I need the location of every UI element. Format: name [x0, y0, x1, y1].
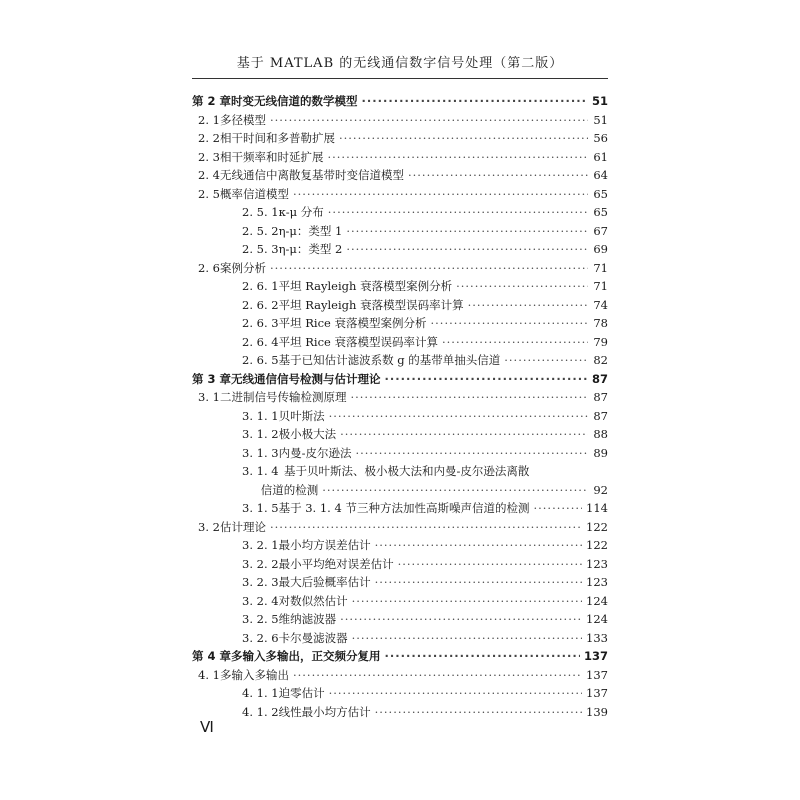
toc-entry-number: 2. 6. 4 — [242, 334, 279, 349]
toc-entry-title: 无线通信信号检测与估计理论 — [231, 371, 381, 386]
toc-entry-title: κ-μ 分布 — [278, 205, 324, 219]
toc-entry-number: 2. 5. 1 — [242, 205, 279, 219]
toc-entry-page: 114 — [586, 501, 608, 515]
toc-entry-number: 3. 1. 4 — [242, 464, 279, 478]
toc-entry-title: 时变无线信道的数学模型 — [231, 94, 358, 108]
toc-entry-title: 无线通信中离散复基带时变信道模型 — [219, 168, 404, 182]
toc-entry-title: 基于已知估计滤波系数 g 的基带单抽头信道 — [278, 353, 501, 367]
toc-entry-page: 56 — [593, 131, 608, 145]
toc-entry-page: 82 — [593, 353, 608, 367]
toc-entry-number: 第 4 章 — [192, 649, 232, 663]
toc-entry-number: 3. 2. 2 — [242, 556, 279, 571]
toc-entry-title: 二进制信号传输检测原理 — [219, 390, 347, 404]
toc-chapter-entry — [192, 93, 608, 112]
toc-subsection-entry — [192, 204, 608, 223]
dot-leader — [293, 187, 588, 201]
toc-entry-title: 平坦 Rice 衰落模型案例分析 — [278, 316, 427, 330]
toc-entry-page: 79 — [593, 334, 608, 349]
toc-subsection-entry — [192, 334, 608, 353]
header-rule — [192, 78, 608, 79]
toc-entry-title: 信道的检测 — [260, 482, 319, 497]
toc-entry-title: η-μ：类型 1 — [278, 223, 343, 238]
toc-entry-page: 122 — [586, 519, 608, 534]
dot-leader — [270, 261, 588, 275]
toc-subsection-entry — [192, 482, 608, 501]
dot-leader — [293, 668, 582, 682]
toc-entry-number: 3. 2. 6 — [242, 630, 279, 645]
toc-subsection-entry — [192, 574, 608, 593]
toc-entry-number: 4. 1. 2 — [242, 704, 279, 719]
toc-entry-number: 3. 1. 5 — [242, 501, 279, 515]
toc-subsection-entry — [192, 352, 608, 371]
dot-leader — [350, 390, 588, 404]
toc-entry-title: 概率信道模型 — [219, 186, 289, 201]
toc-entry-page: 65 — [593, 186, 608, 201]
toc-entry-title: 贝叶斯法 — [278, 408, 325, 423]
toc-entry-page: 51 — [591, 94, 608, 108]
toc-entry-number: 3. 2. 3 — [242, 575, 279, 589]
toc-subsection-entry — [192, 704, 608, 723]
toc-section-entry — [192, 260, 608, 279]
dot-leader — [375, 575, 582, 589]
dot-leader — [533, 501, 582, 515]
toc-entry-title: 最大后验概率估计 — [278, 575, 371, 589]
toc-entry-number: 2. 4 — [198, 168, 220, 182]
toc-entry-title: 维纳滤波器 — [278, 612, 337, 626]
toc-subsection-entry — [192, 241, 608, 260]
dot-leader — [398, 557, 582, 571]
toc-entry-page: 64 — [593, 168, 608, 182]
toc-entry-page: 88 — [593, 427, 608, 441]
toc-subsection-entry — [192, 611, 608, 630]
toc-entry-number: 2. 6. 1 — [242, 279, 279, 293]
toc-entry-title: 对数似然估计 — [278, 593, 348, 608]
dot-leader — [270, 520, 582, 534]
toc-entry-title: 估计理论 — [219, 519, 266, 534]
toc-entry-page: 123 — [586, 556, 608, 571]
toc-entry-page: 71 — [593, 279, 608, 293]
toc-entry-number: 2. 6. 3 — [242, 316, 279, 330]
toc-subsection-entry — [192, 593, 608, 612]
dot-leader — [375, 538, 582, 552]
dot-leader — [346, 242, 588, 256]
dot-leader — [504, 353, 588, 367]
dot-leader — [327, 150, 588, 164]
dot-leader — [339, 131, 588, 145]
toc-entry-title: 多输入多输出 — [219, 667, 289, 682]
dot-leader — [270, 113, 588, 127]
toc-entry-page: 87 — [591, 371, 608, 386]
toc-entry-title: 平坦 Rayleigh 衰落模型案例分析 — [278, 279, 453, 293]
toc-subsection-entry — [192, 426, 608, 445]
toc-subsection-entry — [192, 223, 608, 242]
dot-leader — [328, 205, 588, 219]
toc-chapter-entry — [192, 371, 608, 390]
toc-entry-page: 133 — [586, 630, 608, 645]
toc-entry-title: 平坦 Rayleigh 衰落模型误码率计算 — [278, 297, 464, 312]
toc-entry-number: 4. 1. 1 — [242, 686, 279, 700]
toc-entry-page: 51 — [593, 112, 608, 127]
toc-entry-title: 卡尔曼滤波器 — [278, 630, 348, 645]
toc-entry-number: 3. 2. 5 — [242, 612, 279, 626]
toc-entry-title: 迫零估计 — [278, 686, 325, 700]
toc-entry-title: 基于贝叶斯法、极小极大法和内曼-皮尔逊法离散 — [284, 464, 530, 478]
toc-entry-number: 3. 1. 3 — [242, 445, 279, 460]
dot-leader — [430, 316, 588, 330]
toc-section-entry — [192, 519, 608, 538]
toc-entry-number: 3. 2. 4 — [242, 593, 279, 608]
toc-subsection-entry — [192, 630, 608, 649]
toc-entry-number: 第 3 章 — [192, 371, 232, 386]
toc-entry-page: 137 — [586, 686, 608, 700]
toc-entry-page: 65 — [593, 205, 608, 219]
toc-entry-number: 3. 1 — [198, 390, 220, 404]
toc-entry-page: 92 — [593, 482, 608, 497]
toc-section-entry — [192, 667, 608, 686]
toc-entry-title: 内曼-皮尔逊法 — [278, 445, 352, 460]
dot-leader — [408, 168, 588, 182]
toc-entry-page: 87 — [593, 408, 608, 423]
page-folio: Ⅵ — [200, 720, 214, 736]
toc-subsection-entry — [192, 556, 608, 575]
toc-entry-number: 2. 5 — [198, 186, 220, 201]
toc-entry-number: 2. 6 — [198, 260, 220, 275]
toc-section-entry — [192, 186, 608, 205]
toc-entry-title: 平坦 Rice 衰落模型误码率计算 — [278, 334, 438, 349]
toc-entry-page: 61 — [593, 149, 608, 164]
toc-entry-page: 139 — [586, 704, 608, 719]
toc-entry-page: 123 — [586, 575, 608, 589]
dot-leader — [355, 446, 588, 460]
dot-leader — [385, 649, 580, 663]
toc-entry-number: 3. 2 — [198, 519, 220, 534]
toc-entry-title: 多输入多输出，正交频分复用 — [231, 649, 381, 663]
toc-entry-page: 87 — [593, 390, 608, 404]
toc-entry-number: 3. 1. 1 — [242, 408, 279, 423]
toc-entry-title: 相干时间和多普勒扩展 — [219, 131, 335, 145]
toc-section-entry — [192, 130, 608, 149]
toc-entry-number: 3. 2. 1 — [242, 538, 279, 552]
toc-entry-number: 3. 1. 2 — [242, 427, 279, 441]
toc-entry-page: 69 — [593, 242, 608, 256]
toc-entry-number: 2. 5. 2 — [242, 223, 279, 238]
toc-entry-number: 2. 3 — [198, 149, 220, 164]
dot-leader — [456, 279, 588, 293]
toc-entry-number: 2. 2 — [198, 131, 220, 145]
dot-leader — [329, 409, 588, 423]
toc-entry-title: 线性最小均方估计 — [278, 704, 371, 719]
toc-entry-title: η-μ：类型 2 — [278, 242, 343, 256]
toc-entry-title: 多径模型 — [219, 112, 266, 127]
toc-entry-page: 89 — [593, 445, 608, 460]
toc-entry-number: 2. 5. 3 — [242, 242, 279, 256]
toc-entry-title: 相干频率和时延扩展 — [219, 149, 324, 164]
dot-leader — [346, 224, 588, 238]
toc-subsection-entry — [192, 463, 608, 482]
toc-entry-page: 67 — [593, 223, 608, 238]
running-head: 基于 MATLAB 的无线通信数字信号处理（第二版） — [236, 56, 564, 71]
toc-entry-page: 137 — [583, 649, 608, 663]
toc-subsection-entry — [192, 297, 608, 316]
toc-section-entry — [192, 167, 608, 186]
toc-entry-number: 第 2 章 — [192, 94, 232, 108]
dot-leader — [322, 483, 588, 497]
table-of-contents — [192, 93, 608, 722]
toc-entry-number: 2. 6. 2 — [242, 297, 279, 312]
toc-entry-number: 2. 1 — [198, 112, 220, 127]
dot-leader — [340, 427, 588, 441]
toc-section-entry — [192, 389, 608, 408]
toc-entry-title: 极小极大法 — [278, 427, 337, 441]
dot-leader — [362, 94, 588, 108]
toc-entry-title: 最小均方误差估计 — [278, 538, 371, 552]
toc-entry-page: 71 — [593, 260, 608, 275]
dot-leader — [352, 594, 582, 608]
toc-subsection-entry — [192, 537, 608, 556]
dot-leader — [340, 612, 582, 626]
toc-subsection-entry — [192, 315, 608, 334]
dot-leader — [468, 298, 588, 312]
toc-section-entry — [192, 149, 608, 168]
toc-entry-page: 124 — [586, 593, 608, 608]
toc-entry-title: 最小平均绝对误差估计 — [278, 556, 394, 571]
toc-subsection-entry — [192, 278, 608, 297]
dot-leader — [375, 705, 582, 719]
toc-entry-page: 78 — [593, 316, 608, 330]
toc-subsection-entry — [192, 445, 608, 464]
toc-entry-page: 137 — [586, 667, 608, 682]
toc-subsection-entry — [192, 500, 608, 519]
toc-section-entry — [192, 112, 608, 131]
toc-entry-page: 74 — [593, 297, 608, 312]
toc-entry-title: 案例分析 — [219, 260, 266, 275]
dot-leader — [442, 335, 588, 349]
toc-entry-title: 基于 3. 1. 4 节三种方法加性高斯噪声信道的检测 — [278, 501, 530, 515]
toc-chapter-entry — [192, 648, 608, 667]
toc-subsection-entry — [192, 408, 608, 427]
dot-leader — [329, 686, 582, 700]
toc-entry-number: 2. 6. 5 — [242, 353, 279, 367]
toc-entry-number: 4. 1 — [198, 667, 220, 682]
toc-entry-page: 124 — [586, 612, 608, 626]
toc-entry-page: 122 — [586, 538, 608, 552]
toc-subsection-entry — [192, 685, 608, 704]
dot-leader — [352, 631, 582, 645]
dot-leader — [385, 372, 588, 386]
